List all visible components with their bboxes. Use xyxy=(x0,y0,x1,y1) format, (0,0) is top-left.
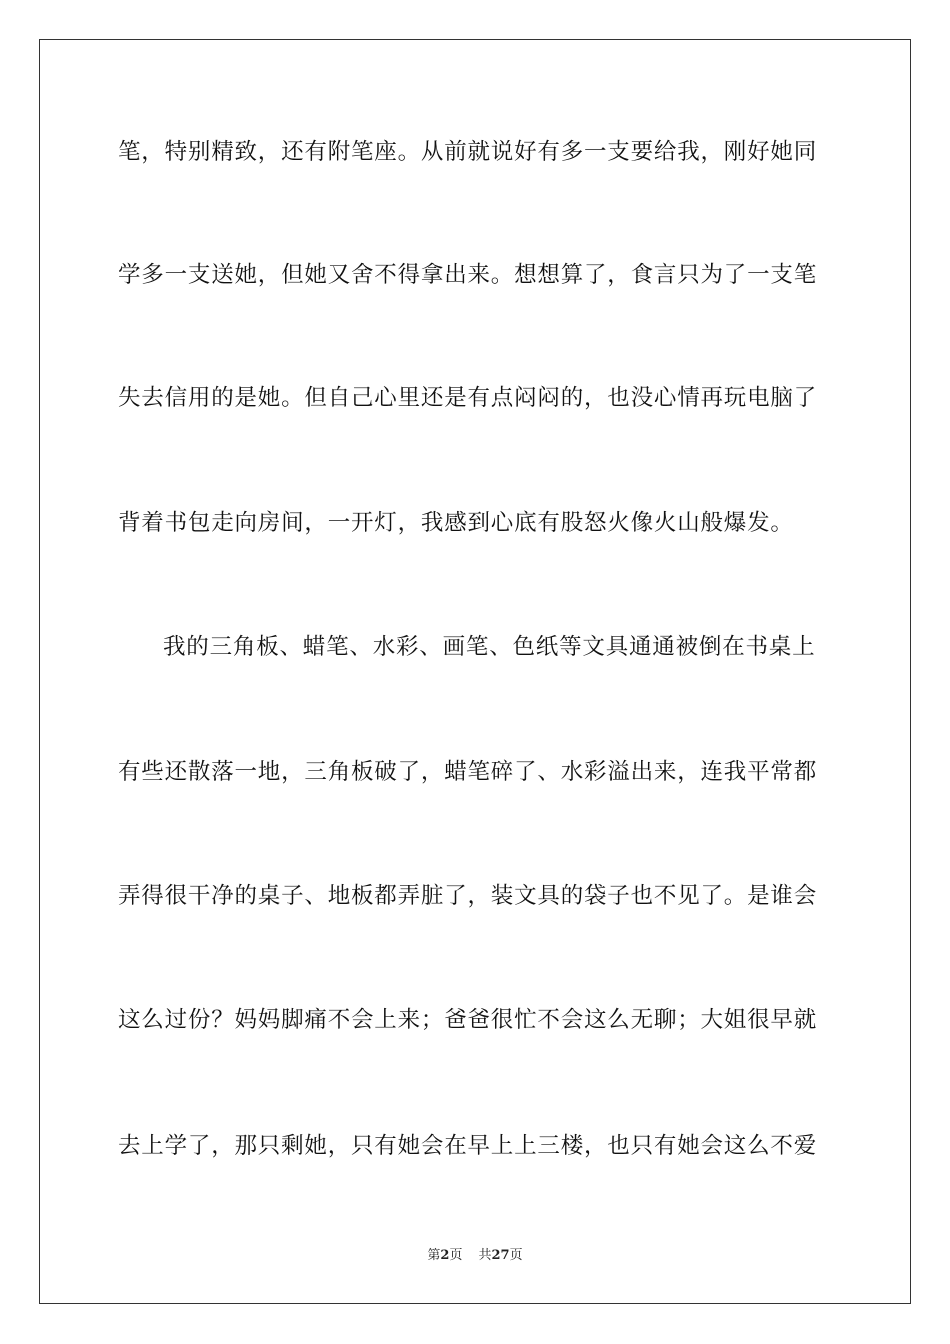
page-prefix: 第 xyxy=(427,1248,441,1263)
total-pages: 27 xyxy=(491,1248,510,1263)
text-line-2: 学多一支送她，但她又舍不得拿出来。想想算了，食言只为了一支笔 xyxy=(118,262,818,288)
text-line-3: 失去信用的是她。但自己心里还是有点闷闷的，也没心情再玩电脑了 xyxy=(118,385,818,411)
text-line-7: 弄得很干净的桌子、地板都弄脏了，装文具的袋子也不见了。是谁会 xyxy=(118,883,818,909)
text-line-5: 我的三角板、蜡笔、水彩、画笔、色纸等文具通通被倒在书桌上 xyxy=(163,634,816,660)
text-line-9: 去上学了，那只剩她，只有她会在早上上三楼，也只有她会这么不爱 xyxy=(118,1133,818,1159)
total-suffix: 页 xyxy=(509,1248,523,1263)
page-footer xyxy=(0,1247,950,1265)
total-prefix: 共 xyxy=(478,1248,492,1263)
text-line-1: 笔，特别精致，还有附笔座。从前就说好有多一支要给我，刚好她同 xyxy=(118,139,818,165)
page-border xyxy=(39,39,911,1304)
text-line-6: 有些还散落一地，三角板破了，蜡笔碎了、水彩溢出来，连我平常都 xyxy=(118,759,818,785)
page-suffix: 页 xyxy=(449,1248,463,1263)
page-number: 2 xyxy=(440,1248,450,1263)
text-line-8: 这么过份？妈妈脚痛不会上来；爸爸很忙不会这么无聊；大姐很早就 xyxy=(118,1007,818,1033)
text-line-4: 背着书包走向房间，一开灯，我感到心底有股怒火像火山般爆发。 xyxy=(118,510,794,536)
